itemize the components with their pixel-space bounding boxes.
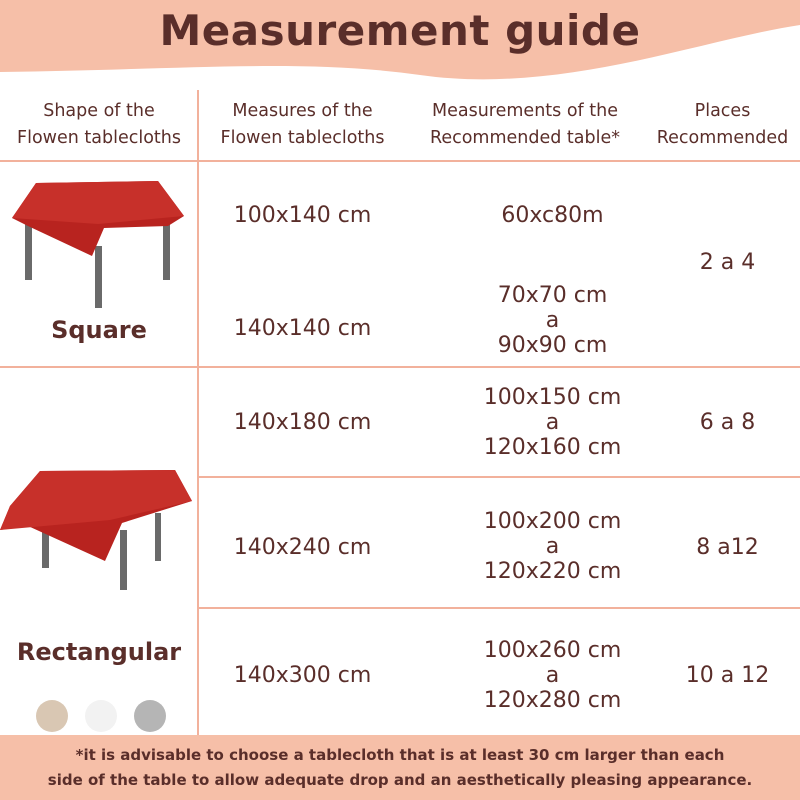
rect-table-1-to: 120x160 cm [483,435,622,460]
square-table-1 [405,203,700,228]
rectangular-table-illustration [0,468,198,596]
square-table-2-from: 70x70 cm [497,283,608,308]
rect-table-2-to: 120x220 cm [483,559,622,584]
column-header-places-line1: Places [694,101,751,121]
page-title: Measurement guide [159,6,641,55]
color-swatch-beige [36,700,68,732]
footer-note-line2: side of the table to allow adequate drop and an aesthetically pleasing appearance. [47,770,753,789]
square-table-2-sep: a [545,308,560,333]
color-swatch-grey [134,700,166,732]
column-header-measures-line2: Flowen tablecloths [220,128,385,148]
rect-table-1-sep: a [545,410,560,435]
header-divider [0,160,800,162]
footer-note [0,735,800,800]
section-divider [0,366,800,368]
column-header-table [405,90,645,160]
rectangular-label: Rectangular [16,638,182,666]
rect-size-1: 140x180 cm [233,410,372,435]
rect-table-3-from: 100x260 cm [483,638,622,663]
column-header-table-line1: Measurements of the [432,101,618,121]
column-header-shape-line2: Flowen tablecloths [17,128,181,148]
rect-places-3: 10 a 12 [685,663,770,688]
square-places: 2 a 4 [699,250,756,275]
square-table-illustration [8,178,188,313]
column-header-shape-line1: Shape of the [43,101,155,121]
rect-table-3-sep: a [545,663,560,688]
row-divider [198,607,800,609]
column-header-places [645,90,800,160]
rect-places-2: 8 a12 [696,535,759,560]
square-table-2-to: 90x90 cm [497,333,608,358]
header-banner [0,0,800,90]
square-table-1-line: 60xc80m [501,203,604,228]
footer-note-line1: *it is advisable to choose a tablecloth that is at least 30 cm larger than each [75,745,725,764]
rect-size-3: 140x300 cm [233,663,372,688]
column-header-measures [200,90,405,160]
column-header-places-line2: Recommended [656,128,789,148]
rect-table-1-from: 100x150 cm [483,385,622,410]
rect-places-1: 6 a 8 [699,410,756,435]
column-header-table-line2: Recommended table* [429,128,621,148]
square-size-2: 140x140 cm [233,316,372,341]
row-divider [198,476,800,478]
square-label: Square [51,316,147,344]
rect-table-2-from: 100x200 cm [483,509,622,534]
square-table-2 [405,283,700,358]
column-header-measures-line1: Measures of the [232,101,373,121]
color-swatch-white [85,700,117,732]
rect-table-2-sep: a [545,534,560,559]
rect-size-2: 140x240 cm [233,535,372,560]
column-header-shape [0,90,198,160]
rect-table-3-to: 120x280 cm [483,688,622,713]
square-size-1: 100x140 cm [233,203,372,228]
